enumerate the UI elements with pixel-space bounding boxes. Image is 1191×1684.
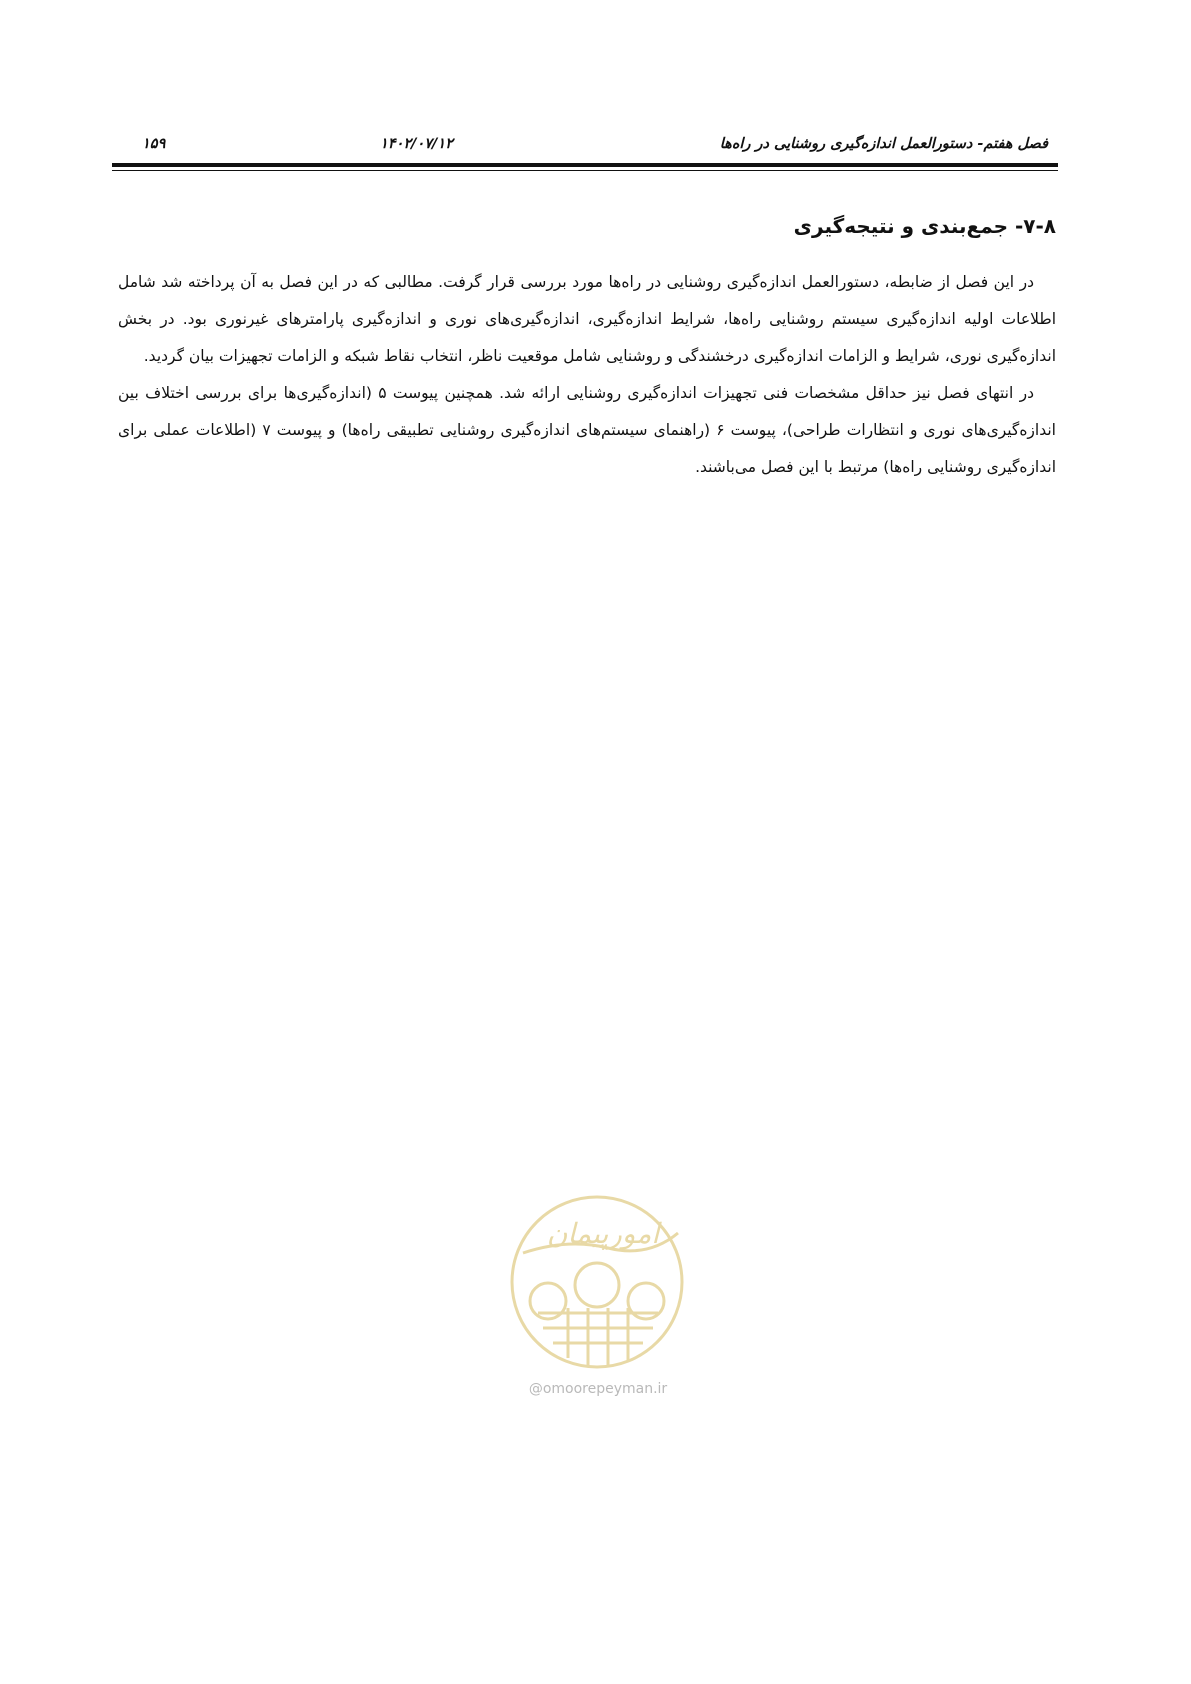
page-number: ۱۵۹ (142, 136, 166, 152)
logo-lettering: امورپیمان (546, 1217, 660, 1250)
watermark-logo (508, 1193, 686, 1371)
section-heading: ۷-۸- جمع‌بندی و نتیجه‌گیری (793, 214, 1056, 238)
section-content (118, 212, 1056, 486)
watermark-website: @omoorepeyman.ir (528, 1381, 668, 1397)
header-rule-thick (112, 163, 1058, 167)
chapter-title: فصل هفتم- دستورالعمل اندازه‌گیری روشنایی در راه‌ها (719, 136, 1048, 152)
header-date: ۱۴۰۲/۰۷/۱۲ (380, 136, 453, 152)
paragraph: در انتهای فصل نیز حداقل مشخصات فنی تجهیزات اندازه‌گیری روشنایی ارائه شد. همچنین پیوست ۵ (اندازه‌گیری‌ها برای بررسی اختلاف بین اندازه‌گیری‌های نوری و انتظارات طراحی)، پیوست ۶ (راهنمای سیستم‌های اندازه‌گیری روشنایی تطبیقی راه‌ها) و پیوست ۷ (اطلاعات عملی برای اندازه‌گیری روشنایی راه‌ها) مرتبط با این فصل می‌باشند. (118, 384, 1056, 476)
page-header (112, 118, 1058, 158)
header-rule-thin (112, 170, 1058, 171)
paragraph: در این فصل از ضابطه، دستورالعمل اندازه‌گیری روشنایی در راه‌ها مورد بررسی قرار گرفت. مطالبی که در این فصل به آن پرداخته شد شامل اطلاعات اولیه اندازه‌گیری سیستم روشنایی راه‌ها، شرایط اندازه‌گیری، اندازه‌گیری‌های نوری و اندازه‌گیری پارامترهای غیرنوری بود. در بخش اندازه‌گیری نوری، شرایط و الزامات اندازه‌گیری درخشندگی و روشنایی شامل موقعیت ناظر، انتخاب نقاط شبکه و الزامات تجهیزات بیان گردید. (118, 273, 1056, 365)
